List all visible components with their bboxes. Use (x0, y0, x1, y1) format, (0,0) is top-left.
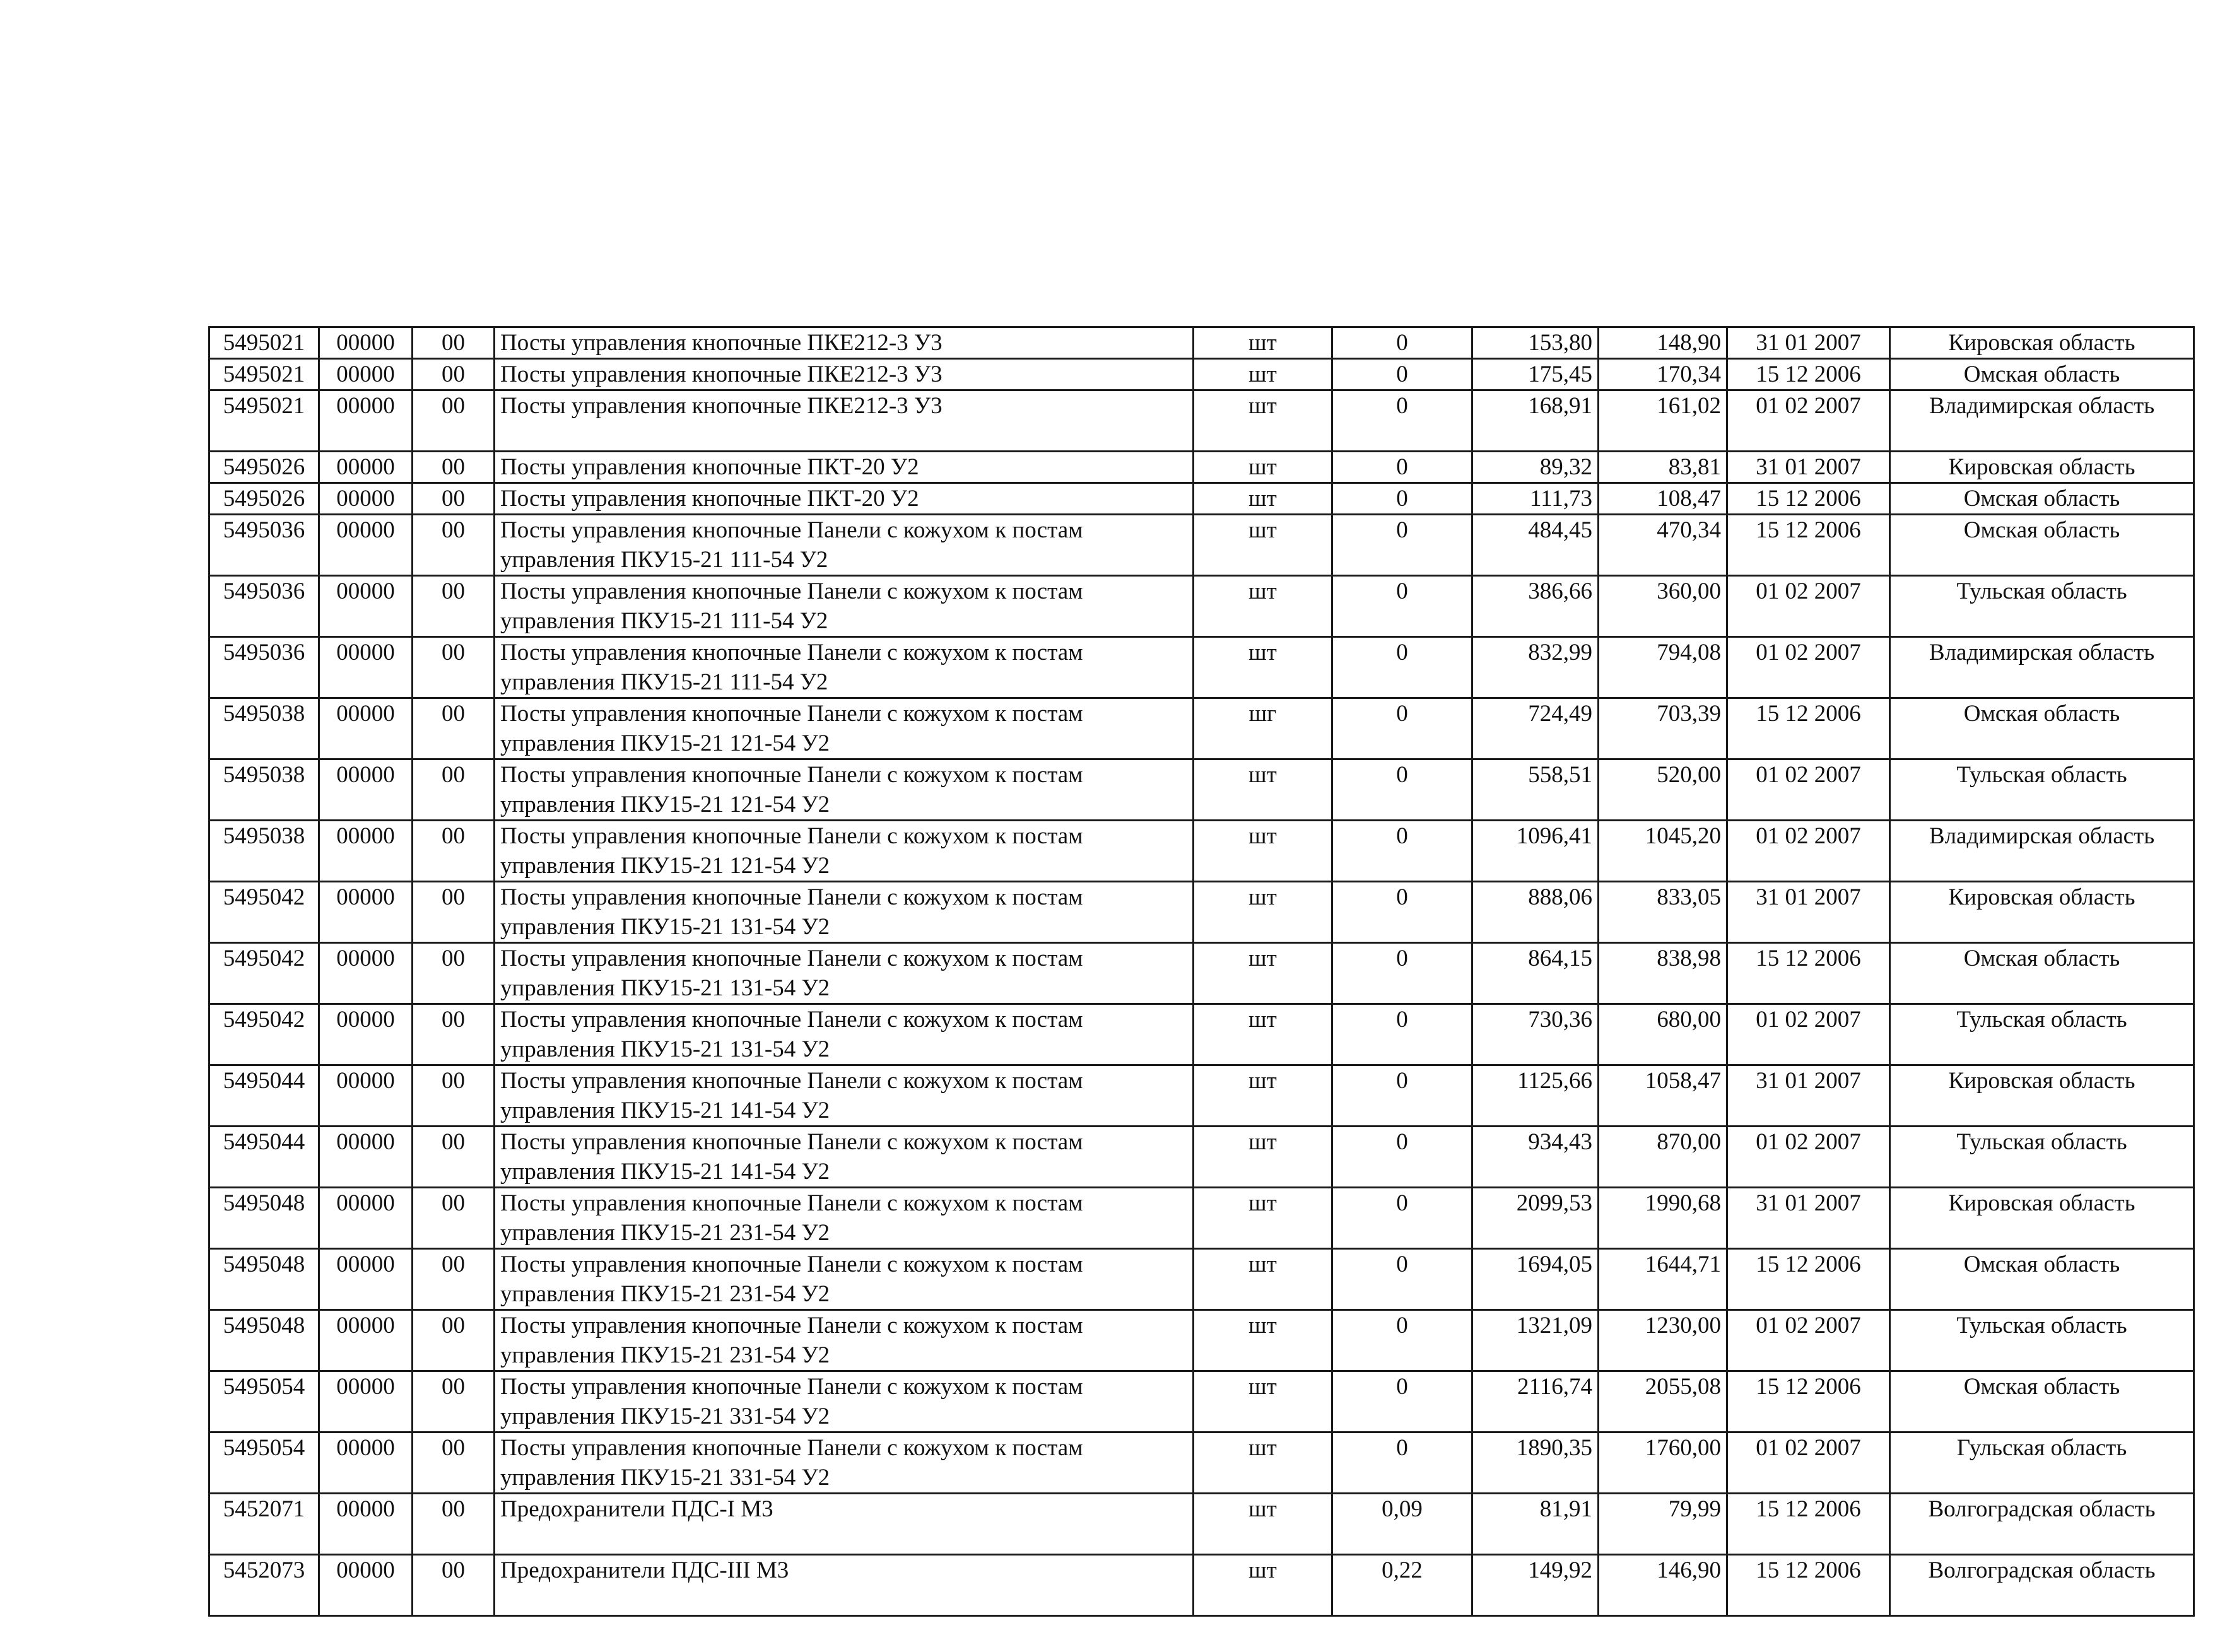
cell-region: Кировская область (1890, 327, 2194, 359)
cell-quantity: 0 (1332, 359, 1472, 390)
cell-product-name: Посты управления кнопочные ПКТ-20 У2 (495, 452, 1194, 483)
cell-product-name: Посты управления кнопочные Панели с кожухом к постам управления ПКУ15-21 231-54 У2 (495, 1188, 1194, 1249)
cell-date: 15 12 2006 (1727, 359, 1890, 390)
table-row (209, 1065, 2194, 1127)
cell-unit: шт (1194, 359, 1332, 390)
cell-quantity: 0 (1332, 943, 1472, 1004)
cell-unit: шт (1194, 821, 1332, 882)
cell-price-2: 1990,68 (1599, 1188, 1727, 1249)
cell-subcode: 00000 (319, 1127, 413, 1188)
cell-unit: шт (1194, 1004, 1332, 1065)
cell-price-1: 558,51 (1472, 759, 1599, 821)
cell-date: 01 02 2007 (1727, 821, 1890, 882)
cell-date: 01 02 2007 (1727, 759, 1890, 821)
cell-region: Тульская область (1890, 576, 2194, 637)
price-table (208, 326, 2195, 1617)
cell-unit: шт (1194, 1310, 1332, 1371)
cell-group: 00 (413, 637, 495, 698)
cell-quantity: 0 (1332, 452, 1472, 483)
table-row (209, 821, 2194, 882)
table-row (209, 1555, 2194, 1616)
cell-product-name: Посты управления кнопочные Панели с кожухом к постам управления ПКУ15-21 111-54 У2 (495, 515, 1194, 576)
cell-product-name: Посты управления кнопочные Панели с кожухом к постам управления ПКУ15-21 121-54 У2 (495, 821, 1194, 882)
cell-subcode: 00000 (319, 327, 413, 359)
cell-unit: шг (1194, 698, 1332, 759)
cell-region: Кировская область (1890, 882, 2194, 943)
cell-quantity: 0 (1332, 1249, 1472, 1310)
cell-product-name: Посты управления кнопочные Панели с кожухом к постам управления ПКУ15-21 331-54 У2 (495, 1371, 1194, 1432)
cell-group: 00 (413, 698, 495, 759)
cell-unit: шт (1194, 390, 1332, 452)
cell-product-name: Посты управления кнопочные Панели с кожухом к постам управления ПКУ15-21 141-54 У2 (495, 1065, 1194, 1127)
cell-region: Омская область (1890, 515, 2194, 576)
cell-date: 15 12 2006 (1727, 515, 1890, 576)
table-row (209, 1249, 2194, 1310)
cell-quantity: 0 (1332, 327, 1472, 359)
cell-subcode: 00000 (319, 452, 413, 483)
cell-price-2: 470,34 (1599, 515, 1727, 576)
cell-quantity: 0 (1332, 576, 1472, 637)
cell-date: 01 02 2007 (1727, 1004, 1890, 1065)
cell-subcode: 00000 (319, 483, 413, 515)
cell-date: 01 02 2007 (1727, 1127, 1890, 1188)
cell-group: 00 (413, 1494, 495, 1555)
cell-unit: шт (1194, 637, 1332, 698)
cell-price-1: 2099,53 (1472, 1188, 1599, 1249)
cell-unit: шт (1194, 1432, 1332, 1494)
table-row (209, 698, 2194, 759)
cell-group: 00 (413, 359, 495, 390)
cell-code: 5495042 (209, 1004, 319, 1065)
cell-code: 5495038 (209, 759, 319, 821)
cell-region: Кировская область (1890, 1188, 2194, 1249)
cell-region: Волгоградская область (1890, 1494, 2194, 1555)
cell-subcode: 00000 (319, 1371, 413, 1432)
cell-code: 5495042 (209, 943, 319, 1004)
cell-subcode: 00000 (319, 1310, 413, 1371)
cell-price-2: 148,90 (1599, 327, 1727, 359)
cell-date: 31 01 2007 (1727, 1188, 1890, 1249)
cell-code: 5495038 (209, 698, 319, 759)
cell-group: 00 (413, 515, 495, 576)
table-row (209, 515, 2194, 576)
cell-date: 01 02 2007 (1727, 576, 1890, 637)
cell-price-1: 149,92 (1472, 1555, 1599, 1616)
cell-quantity: 0 (1332, 698, 1472, 759)
cell-region: Владимирская область (1890, 821, 2194, 882)
cell-quantity: 0 (1332, 515, 1472, 576)
cell-price-2: 2055,08 (1599, 1371, 1727, 1432)
table-row (209, 1127, 2194, 1188)
cell-quantity: 0,09 (1332, 1494, 1472, 1555)
cell-region: Кировская область (1890, 452, 2194, 483)
cell-quantity: 0,22 (1332, 1555, 1472, 1616)
cell-group: 00 (413, 1432, 495, 1494)
table-row (209, 943, 2194, 1004)
cell-product-name: Посты управления кнопочные Панели с кожухом к постам управления ПКУ15-21 121-54 У2 (495, 759, 1194, 821)
cell-unit: шт (1194, 882, 1332, 943)
cell-code: 5452071 (209, 1494, 319, 1555)
cell-code: 5495036 (209, 637, 319, 698)
table-row (209, 637, 2194, 698)
cell-price-1: 89,32 (1472, 452, 1599, 483)
cell-price-2: 1760,00 (1599, 1432, 1727, 1494)
cell-price-2: 833,05 (1599, 882, 1727, 943)
cell-price-1: 153,80 (1472, 327, 1599, 359)
cell-date: 15 12 2006 (1727, 1371, 1890, 1432)
cell-date: 15 12 2006 (1727, 943, 1890, 1004)
cell-subcode: 00000 (319, 943, 413, 1004)
cell-region: Омская область (1890, 1249, 2194, 1310)
cell-quantity: 0 (1332, 1371, 1472, 1432)
cell-unit: шт (1194, 576, 1332, 637)
cell-quantity: 0 (1332, 1127, 1472, 1188)
cell-region: Тульская область (1890, 1004, 2194, 1065)
cell-date: 31 01 2007 (1727, 1065, 1890, 1127)
cell-price-1: 2116,74 (1472, 1371, 1599, 1432)
cell-quantity: 0 (1332, 1065, 1472, 1127)
cell-subcode: 00000 (319, 390, 413, 452)
cell-group: 00 (413, 452, 495, 483)
cell-code: 5495048 (209, 1188, 319, 1249)
cell-group: 00 (413, 576, 495, 637)
table-row (209, 359, 2194, 390)
cell-subcode: 00000 (319, 1494, 413, 1555)
cell-price-2: 161,02 (1599, 390, 1727, 452)
cell-date: 15 12 2006 (1727, 483, 1890, 515)
cell-price-2: 79,99 (1599, 1494, 1727, 1555)
cell-date: 01 02 2007 (1727, 1310, 1890, 1371)
cell-code: 5495044 (209, 1127, 319, 1188)
cell-subcode: 00000 (319, 1004, 413, 1065)
cell-group: 00 (413, 1555, 495, 1616)
cell-date: 01 02 2007 (1727, 637, 1890, 698)
cell-date: 31 01 2007 (1727, 452, 1890, 483)
cell-code: 5495044 (209, 1065, 319, 1127)
cell-date: 15 12 2006 (1727, 1494, 1890, 1555)
cell-group: 00 (413, 882, 495, 943)
cell-price-2: 83,81 (1599, 452, 1727, 483)
cell-price-1: 832,99 (1472, 637, 1599, 698)
cell-price-1: 111,73 (1472, 483, 1599, 515)
cell-date: 01 02 2007 (1727, 1432, 1890, 1494)
cell-price-2: 870,00 (1599, 1127, 1727, 1188)
cell-region: Омская область (1890, 359, 2194, 390)
cell-quantity: 0 (1332, 882, 1472, 943)
cell-price-2: 703,39 (1599, 698, 1727, 759)
cell-quantity: 0 (1332, 1310, 1472, 1371)
cell-quantity: 0 (1332, 390, 1472, 452)
cell-region: Тульская область (1890, 1310, 2194, 1371)
cell-product-name: Посты управления кнопочные Панели с кожухом к постам управления ПКУ15-21 331-54 У2 (495, 1432, 1194, 1494)
cell-unit: шт (1194, 1555, 1332, 1616)
cell-code: 5495021 (209, 327, 319, 359)
cell-quantity: 0 (1332, 483, 1472, 515)
cell-code: 5495038 (209, 821, 319, 882)
cell-group: 00 (413, 483, 495, 515)
cell-region: Омская область (1890, 483, 2194, 515)
cell-unit: шт (1194, 1494, 1332, 1555)
cell-date: 15 12 2006 (1727, 698, 1890, 759)
table-row (209, 1310, 2194, 1371)
cell-price-2: 520,00 (1599, 759, 1727, 821)
table-row (209, 1371, 2194, 1432)
cell-price-1: 724,49 (1472, 698, 1599, 759)
cell-product-name: Предохранители ПДС-I М3 (495, 1494, 1194, 1555)
cell-unit: шт (1194, 1065, 1332, 1127)
cell-unit: шт (1194, 1371, 1332, 1432)
table-row (209, 882, 2194, 943)
cell-product-name: Посты управления кнопочные Панели с кожухом к постам управления ПКУ15-21 121-54 У2 (495, 698, 1194, 759)
cell-date: 01 02 2007 (1727, 390, 1890, 452)
cell-code: 5495036 (209, 515, 319, 576)
cell-date: 31 01 2007 (1727, 882, 1890, 943)
table-row (209, 576, 2194, 637)
cell-price-2: 360,00 (1599, 576, 1727, 637)
cell-quantity: 0 (1332, 637, 1472, 698)
table-row (209, 1432, 2194, 1494)
cell-product-name: Посты управления кнопочные ПКЕ212-3 У3 (495, 390, 1194, 452)
cell-subcode: 00000 (319, 576, 413, 637)
cell-price-2: 170,34 (1599, 359, 1727, 390)
cell-group: 00 (413, 1371, 495, 1432)
cell-unit: шт (1194, 327, 1332, 359)
cell-group: 00 (413, 1127, 495, 1188)
cell-subcode: 00000 (319, 1432, 413, 1494)
cell-code: 5495036 (209, 576, 319, 637)
table-row (209, 1494, 2194, 1555)
cell-price-1: 1694,05 (1472, 1249, 1599, 1310)
cell-date: 15 12 2006 (1727, 1555, 1890, 1616)
cell-subcode: 00000 (319, 821, 413, 882)
cell-unit: шт (1194, 452, 1332, 483)
cell-subcode: 00000 (319, 1249, 413, 1310)
cell-price-2: 838,98 (1599, 943, 1727, 1004)
cell-unit: шт (1194, 943, 1332, 1004)
cell-group: 00 (413, 327, 495, 359)
cell-group: 00 (413, 821, 495, 882)
cell-quantity: 0 (1332, 1432, 1472, 1494)
cell-product-name: Посты управления кнопочные Панели с кожухом к постам управления ПКУ15-21 131-54 У2 (495, 882, 1194, 943)
cell-product-name: Предохранители ПДС-III М3 (495, 1555, 1194, 1616)
cell-region: Омская область (1890, 943, 2194, 1004)
cell-subcode: 00000 (319, 759, 413, 821)
cell-region: Кировская область (1890, 1065, 2194, 1127)
cell-code: 5495021 (209, 359, 319, 390)
cell-product-name: Посты управления кнопочные Панели с кожухом к постам управления ПКУ15-21 131-54 У2 (495, 1004, 1194, 1065)
cell-group: 00 (413, 390, 495, 452)
cell-subcode: 00000 (319, 1065, 413, 1127)
cell-date: 31 01 2007 (1727, 327, 1890, 359)
table-row (209, 390, 2194, 452)
cell-unit: шт (1194, 1249, 1332, 1310)
cell-price-2: 1230,00 (1599, 1310, 1727, 1371)
cell-product-name: Посты управления кнопочные Панели с кожухом к постам управления ПКУ15-21 111-54 У2 (495, 637, 1194, 698)
cell-code: 5495048 (209, 1249, 319, 1310)
cell-region: Владимирская область (1890, 390, 2194, 452)
cell-region: Тульская область (1890, 759, 2194, 821)
cell-unit: шт (1194, 483, 1332, 515)
cell-price-1: 1096,41 (1472, 821, 1599, 882)
cell-subcode: 00000 (319, 1188, 413, 1249)
cell-product-name: Посты управления кнопочные Панели с кожухом к постам управления ПКУ15-21 141-54 У2 (495, 1127, 1194, 1188)
cell-unit: шт (1194, 1188, 1332, 1249)
cell-price-1: 484,45 (1472, 515, 1599, 576)
cell-subcode: 00000 (319, 698, 413, 759)
cell-price-1: 934,43 (1472, 1127, 1599, 1188)
cell-price-2: 146,90 (1599, 1555, 1727, 1616)
cell-subcode: 00000 (319, 882, 413, 943)
cell-price-1: 888,06 (1472, 882, 1599, 943)
cell-quantity: 0 (1332, 1188, 1472, 1249)
cell-product-name: Посты управления кнопочные Панели с кожухом к постам управления ПКУ15-21 231-54 У2 (495, 1249, 1194, 1310)
table-row (209, 1188, 2194, 1249)
cell-unit: шт (1194, 1127, 1332, 1188)
table-row (209, 1004, 2194, 1065)
cell-unit: шт (1194, 759, 1332, 821)
table-row (209, 759, 2194, 821)
cell-region: Омская область (1890, 1371, 2194, 1432)
cell-price-1: 864,15 (1472, 943, 1599, 1004)
cell-group: 00 (413, 759, 495, 821)
cell-group: 00 (413, 1004, 495, 1065)
cell-price-1: 168,91 (1472, 390, 1599, 452)
cell-subcode: 00000 (319, 359, 413, 390)
cell-code: 5495026 (209, 483, 319, 515)
cell-price-1: 1890,35 (1472, 1432, 1599, 1494)
cell-price-2: 108,47 (1599, 483, 1727, 515)
cell-code: 5495026 (209, 452, 319, 483)
cell-price-2: 794,08 (1599, 637, 1727, 698)
cell-group: 00 (413, 1188, 495, 1249)
cell-code: 5495042 (209, 882, 319, 943)
cell-price-1: 730,36 (1472, 1004, 1599, 1065)
cell-code: 5495054 (209, 1432, 319, 1494)
cell-product-name: Посты управления кнопочные Панели с кожухом к постам управления ПКУ15-21 231-54 У2 (495, 1310, 1194, 1371)
cell-group: 00 (413, 1065, 495, 1127)
cell-region: Омская область (1890, 698, 2194, 759)
cell-price-2: 680,00 (1599, 1004, 1727, 1065)
cell-code: 5495054 (209, 1371, 319, 1432)
cell-product-name: Посты управления кнопочные Панели с кожухом к постам управления ПКУ15-21 111-54 У2 (495, 576, 1194, 637)
cell-region: Владимирская область (1890, 637, 2194, 698)
cell-price-2: 1045,20 (1599, 821, 1727, 882)
cell-product-name: Посты управления кнопочные Панели с кожухом к постам управления ПКУ15-21 131-54 У2 (495, 943, 1194, 1004)
table-row (209, 452, 2194, 483)
cell-price-2: 1644,71 (1599, 1249, 1727, 1310)
cell-product-name: Посты управления кнопочные ПКЕ212-3 У3 (495, 327, 1194, 359)
cell-region: Гульская область (1890, 1432, 2194, 1494)
cell-price-1: 386,66 (1472, 576, 1599, 637)
cell-product-name: Посты управления кнопочные ПКЕ212-3 У3 (495, 359, 1194, 390)
cell-group: 00 (413, 1310, 495, 1371)
cell-unit: шт (1194, 515, 1332, 576)
cell-code: 5495021 (209, 390, 319, 452)
cell-group: 00 (413, 1249, 495, 1310)
table-row (209, 327, 2194, 359)
cell-region: Волгоградская область (1890, 1555, 2194, 1616)
cell-date: 15 12 2006 (1727, 1249, 1890, 1310)
cell-price-1: 175,45 (1472, 359, 1599, 390)
cell-price-1: 1125,66 (1472, 1065, 1599, 1127)
cell-quantity: 0 (1332, 821, 1472, 882)
cell-code: 5452073 (209, 1555, 319, 1616)
cell-group: 00 (413, 943, 495, 1004)
cell-region: Тульская область (1890, 1127, 2194, 1188)
cell-quantity: 0 (1332, 1004, 1472, 1065)
cell-product-name: Посты управления кнопочные ПКТ-20 У2 (495, 483, 1194, 515)
cell-price-1: 1321,09 (1472, 1310, 1599, 1371)
cell-subcode: 00000 (319, 637, 413, 698)
cell-subcode: 00000 (319, 515, 413, 576)
table-body (209, 327, 2194, 1616)
cell-code: 5495048 (209, 1310, 319, 1371)
cell-price-1: 81,91 (1472, 1494, 1599, 1555)
cell-quantity: 0 (1332, 759, 1472, 821)
cell-price-2: 1058,47 (1599, 1065, 1727, 1127)
cell-subcode: 00000 (319, 1555, 413, 1616)
table-row (209, 483, 2194, 515)
